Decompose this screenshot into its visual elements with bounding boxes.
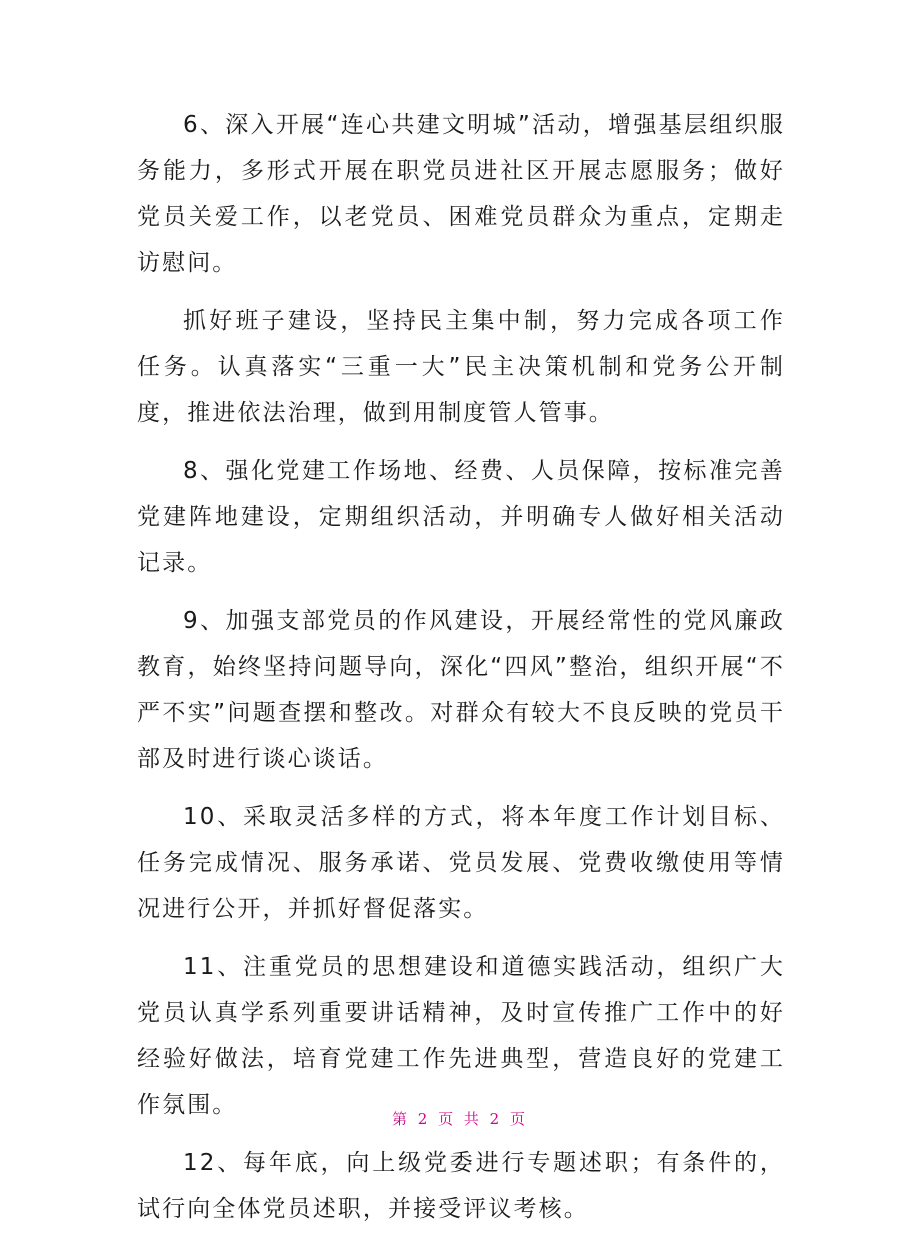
paragraph-item-9: 9、加强支部党员的作风建设，开展经常性的党风廉政教育，始终坚持问题导向，深化“四风”整治，组织开展“不严不实”问题查摆和整改。对群众有较大不良反映的党员干部及时进行谈心谈话。 xyxy=(137,608,785,772)
paragraph-item-10: 10、采取灵活多样的方式，将本年度工作计划目标、任务完成情况、服务承诺、党员发展、党费收缴使用等情况进行公开，并抓好督促落实。 xyxy=(137,804,785,922)
paragraph-item-12: 12、每年底，向上级党委进行专题述职；有条件的，试行向全体党员述职，并接受评议考核。 xyxy=(137,1150,785,1222)
page-number-footer: 第 2 页 共 2 页 xyxy=(392,1110,528,1128)
paragraph-item-6: 6、深入开展“连心共建文明城”活动，增强基层组织服务能力，多形式开展在职党员进社区开展志愿服务；做好党员关爱工作，以老党员、困难党员群众为重点，定期走访慰问。 xyxy=(137,112,785,276)
paragraph-item-8: 8、强化党建工作场地、经费、人员保障，按标准完善党建阵地建设，定期组织活动，并明确专人做好相关活动记录。 xyxy=(137,458,785,576)
paragraph-item-11: 11、注重党员的思想建设和道德实践活动，组织广大党员认真学系列重要讲话精神，及时宣传推广工作中的好经验好做法，培育党建工作先进典型，营造良好的党建工作氛围。 xyxy=(137,954,785,1118)
document-body xyxy=(137,102,785,1244)
paragraph-team-building: 抓好班子建设，坚持民主集中制，努力完成各项工作任务。认真落实“三重一大”民主决策机制和党务公开制度，推进依法治理，做到用制度管人管事。 xyxy=(137,308,785,426)
